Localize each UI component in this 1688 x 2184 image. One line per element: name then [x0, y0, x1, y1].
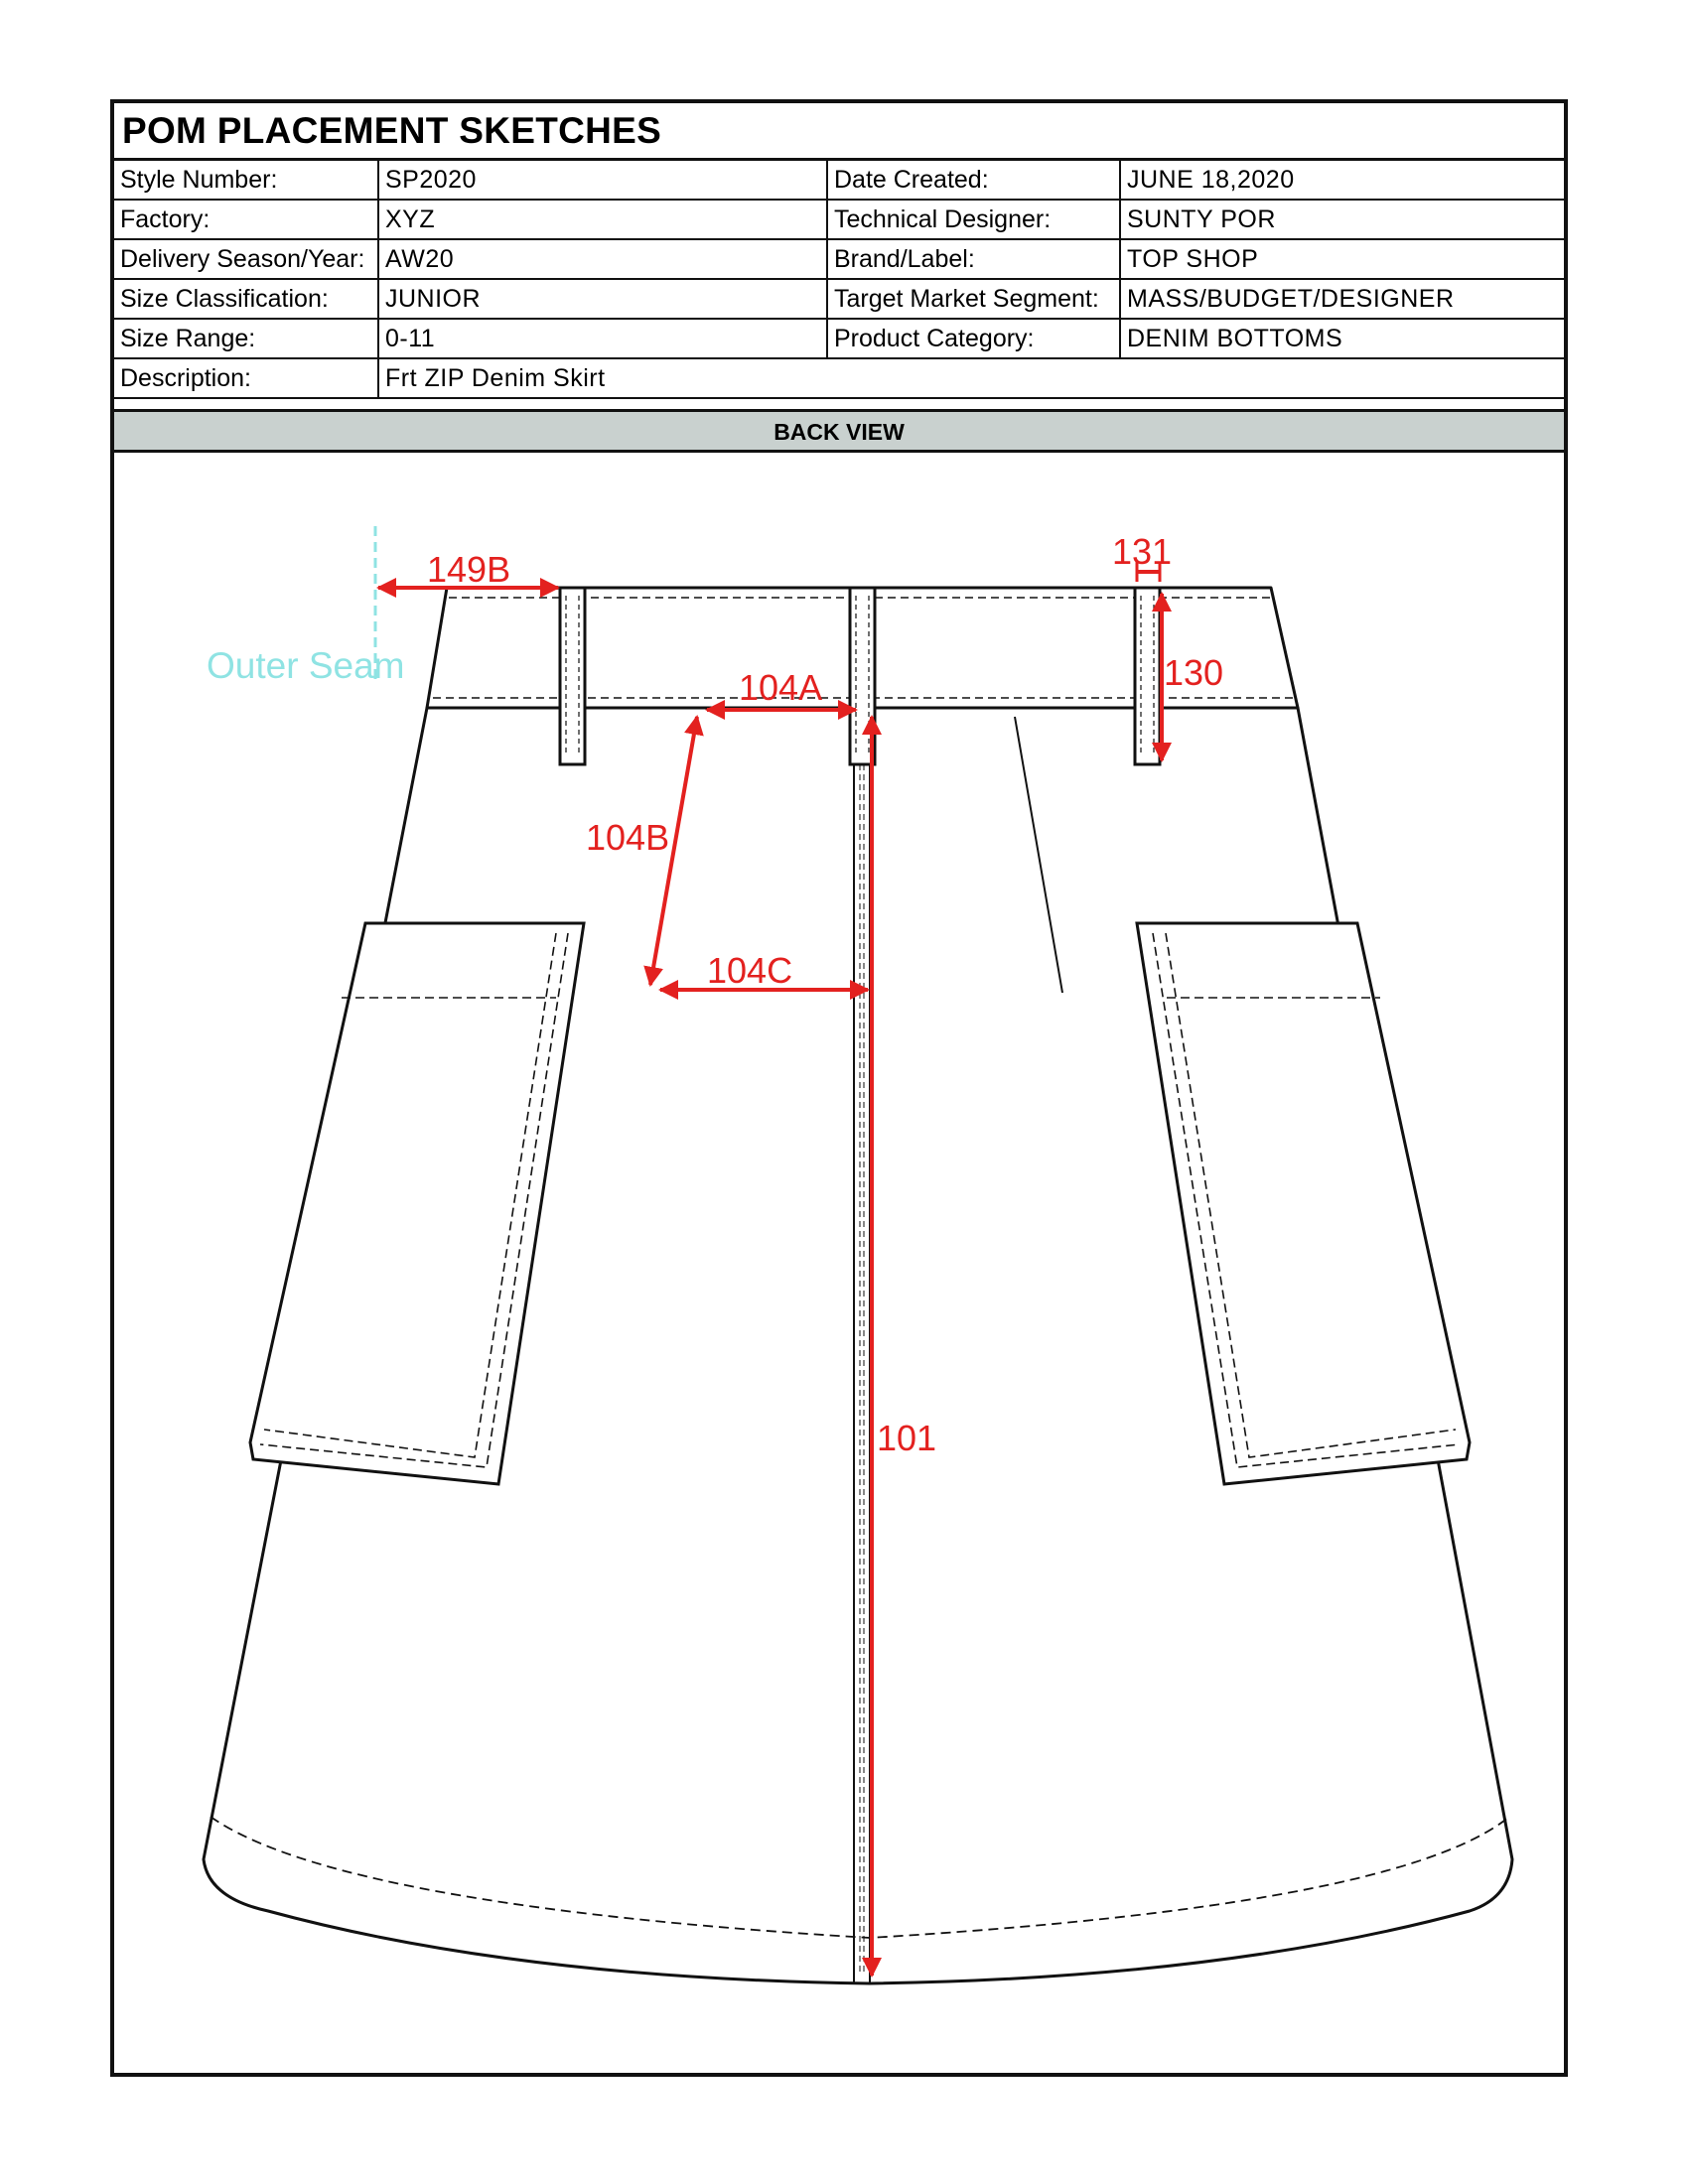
pom-149b-label: 149B	[427, 549, 511, 590]
pom-104b-label: 104B	[586, 817, 670, 858]
brand-value: TOP SHOP	[1120, 239, 1564, 279]
brand-label: Brand/Label:	[827, 239, 1120, 279]
product-category-value: DENIM BOTTOMS	[1120, 319, 1564, 358]
outer-seam-label: Outer Seam	[207, 645, 405, 686]
size-classification-value: JUNIOR	[378, 279, 827, 319]
technical-designer-label: Technical Designer:	[827, 200, 1120, 239]
factory-label: Factory:	[114, 200, 378, 239]
size-range-value: 0-11	[378, 319, 827, 358]
pom-104c-label: 104C	[707, 950, 793, 991]
target-market-label: Target Market Segment:	[827, 279, 1120, 319]
size-range-label: Size Range:	[114, 319, 378, 358]
style-number-label: Style Number:	[114, 161, 378, 200]
pom-130-label: 130	[1164, 652, 1224, 693]
page-title: POM PLACEMENT SKETCHES	[114, 103, 1564, 161]
target-market-value: MASS/BUDGET/DESIGNER	[1120, 279, 1564, 319]
style-number-value: SP2020	[378, 161, 827, 200]
product-category-label: Product Category:	[827, 319, 1120, 358]
size-classification-label: Size Classification:	[114, 279, 378, 319]
delivery-season-label: Delivery Season/Year:	[114, 239, 378, 279]
factory-value: XYZ	[378, 200, 827, 239]
date-created-label: Date Created:	[827, 161, 1120, 200]
description-label: Description:	[114, 358, 378, 398]
date-created-value: JUNE 18,2020	[1120, 161, 1564, 200]
technical-designer-value: SUNTY POR	[1120, 200, 1564, 239]
delivery-season-value: AW20	[378, 239, 827, 279]
pom-104a-label: 104A	[739, 667, 823, 708]
description-value: Frt ZIP Denim Skirt	[378, 358, 1564, 398]
pom-101-label: 101	[877, 1418, 937, 1458]
view-title-bar: BACK VIEW	[114, 409, 1564, 453]
pom-131-label: 131	[1112, 531, 1173, 572]
